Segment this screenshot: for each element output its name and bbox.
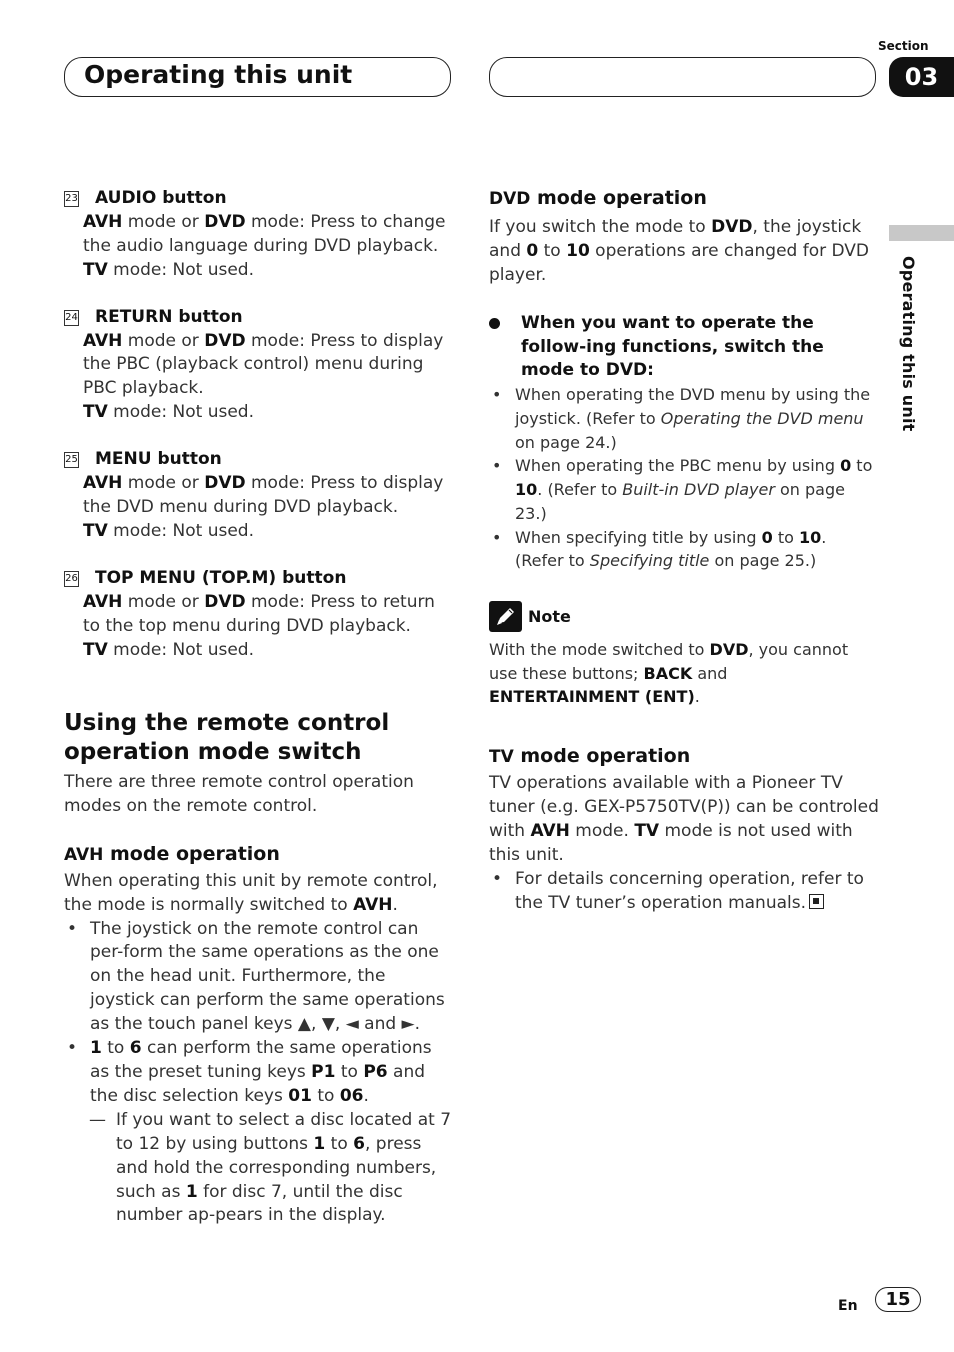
item-title: AUDIO button [95, 188, 227, 208]
note-body: With the mode switched to DVD, you cannot use these buttons; BACK and ENTERTAINMENT (ENT). [489, 639, 849, 707]
avh-intro: When operating this unit by remote control, the mode is normally switched to AVH. [64, 870, 438, 915]
avh-heading: AVH mode operation [64, 842, 280, 865]
right-column [489, 187, 879, 915]
item-title: MENU button [95, 449, 222, 470]
dvd-heading: DVD mode operation [489, 187, 707, 209]
note-header [489, 601, 879, 632]
tv-bullets [489, 868, 879, 916]
bullet-dot-icon [489, 318, 500, 329]
list-item: • When specifying title by using 0 to 10. (Refer to Specifying title on page 25.) [489, 526, 879, 573]
list-item: • When operating the DVD menu by using the joystick. (Refer to Operating the DVD menu on page 24.) [489, 383, 879, 454]
item-number-box: 23 [64, 191, 79, 207]
list-item: • When operating the PBC menu by using 0 to 10. (Refer to Built-in DVD player on page 23.) [489, 454, 879, 525]
item-title: RETURN button [95, 306, 243, 327]
section-label: Section [878, 39, 929, 53]
list-item: • 1 to 6 can perform the same operations as the preset tuning keys P1 to P6 and the disc selection keys 01 to 06. [64, 1037, 454, 1109]
section-heading: Using the remote control operation mode switch [64, 710, 390, 765]
end-mark-icon [809, 894, 824, 909]
item-25: 25 MENU button AVH mode or DVD mode: Press to display the DVD menu during DVD playback. TV mode: Not used. [65, 449, 444, 541]
note-label: Note [528, 606, 571, 626]
side-tab-label: Operating this unit [899, 256, 918, 432]
item-26: 26 TOP MENU (TOP.M) button AVH mode or DVD mode: Press to return to the top menu during DVD playback. TV mode: Not used. [65, 567, 435, 660]
tv-intro: TV operations available with a Pioneer TV tuner (e.g. GEX-P5750TV(P)) can be controled with AVH mode. TV mode is not used with this unit. [489, 772, 879, 865]
item-number-box: 25 [64, 452, 79, 468]
list-item: • The joystick on the remote control can per-form the same operations as the one on the head unit. Furthermore, the joystick can perform the same operations as the touch panel keys ▲, ▼, ◄ and ►. [64, 918, 454, 1038]
page-title: Operating this unit [84, 60, 353, 89]
list-item: • For details concerning operation, refer to the TV tuner’s operation manuals. [489, 868, 879, 916]
dvd-sub-bullets [489, 383, 879, 573]
note-pencil-icon [489, 601, 522, 632]
dash-subitem: — If you want to select a disc located at 7 to 12 by using buttons 1 to 6, press and hold the corresponding numbers, such as 1 for disc 7, until the disc number ap-pears in the display. [89, 1109, 452, 1226]
avh-bullets [64, 918, 454, 1109]
header-blank-box [489, 57, 876, 97]
page-number: 15 [875, 1287, 921, 1312]
left-column [64, 187, 454, 662]
item-number-box: 24 [64, 310, 79, 326]
item-24: 24 RETURN button AVH mode or DVD mode: Press to display the PBC (playback control) menu during PBC playback. TV mode: Not used. [65, 306, 444, 423]
item-title: TOP MENU (TOP.M) button [95, 567, 347, 588]
section-number: 03 [889, 57, 954, 97]
item-23: 23 AUDIO button AVH mode or DVD mode: Press to change the audio language during DVD playback. TV mode: Not used. [65, 188, 446, 280]
side-tab-marker [889, 225, 954, 241]
item-number-box: 26 [64, 571, 79, 587]
dvd-intro: If you switch the mode to DVD, the joystick and 0 to 10 operations are changed for DVD player. [489, 216, 870, 285]
footer-language: En [838, 1298, 858, 1314]
section-intro: There are three remote control operation modes on the remote control. [64, 772, 414, 816]
tv-heading: TV mode operation [489, 745, 691, 768]
remote-mode-section [64, 709, 454, 1228]
dvd-lead: When you want to operate the follow-ing functions, switch the mode to DVD: [489, 312, 879, 384]
